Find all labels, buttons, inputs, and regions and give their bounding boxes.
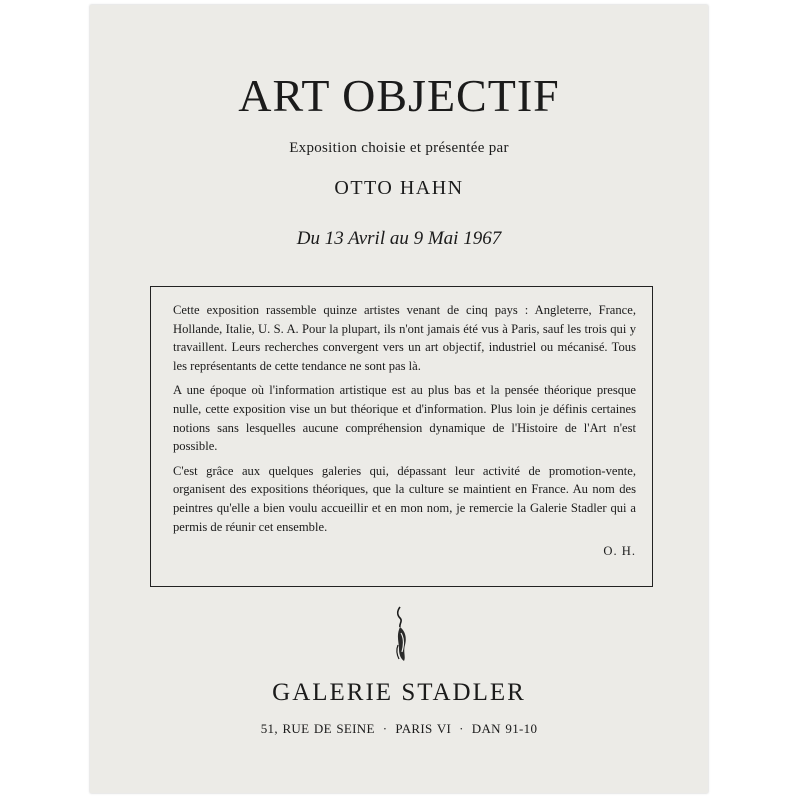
address-separator: · (382, 721, 388, 736)
gallery-name: GALERIE STADLER (272, 679, 526, 706)
statement-paragraph-3: C'est grâce aux quelques galeries qui, dépassant leur activité de promotion-vente, organisent des expositions théoriques, que la culture se maintient en France. Au nom des peintres qu'elle a bien voulu accueillir et en mon nom, je remercie la Galerie Stadler qui a permis de réunir cet ensemble. (173, 463, 636, 534)
statement-box (150, 286, 653, 587)
address-phone: DAN 91-10 (471, 721, 538, 736)
address-city: PARIS VI (395, 721, 452, 736)
address-street: 51, RUE DE SEINE (260, 721, 375, 736)
statement-paragraph-1: Cette exposition rassemble quinze artistes venant de cinq pays : Angleterre, France, Hollande, Italie, U. S. A. Pour la plupart, ils n'ont jamais été vus à Paris, sauf les trois qui y travaillent. Leurs recherches convergent vers un art objectif, industriel ou mécanisé. Tous les représentants de cette tendance ne sont pas là. (173, 303, 636, 373)
curator-name: OTTO HAHN (334, 177, 464, 199)
curator-intro: Exposition choisie et présentée par (289, 140, 509, 156)
gallery-emblem-icon (391, 605, 413, 663)
gallery-address (90, 721, 708, 737)
exhibition-sheet (90, 5, 708, 793)
exhibition-title: ART OBJECTIF (238, 70, 560, 121)
statement-paragraph-2: A une époque où l'information artistique est au plus bas et la pensée théorique presque nulle, cette exposition vise un but théorique et d'information. Plus loin je définis certaines notions sans lesquelles aucune compréhension dynamique de l'Histoire de l'Art n'est possible. (173, 383, 636, 454)
address-separator: · (459, 721, 464, 736)
exhibition-dates: Du 13 Avril au 9 Mai 1967 (296, 228, 502, 249)
statement-signature: O. H. (603, 544, 636, 559)
